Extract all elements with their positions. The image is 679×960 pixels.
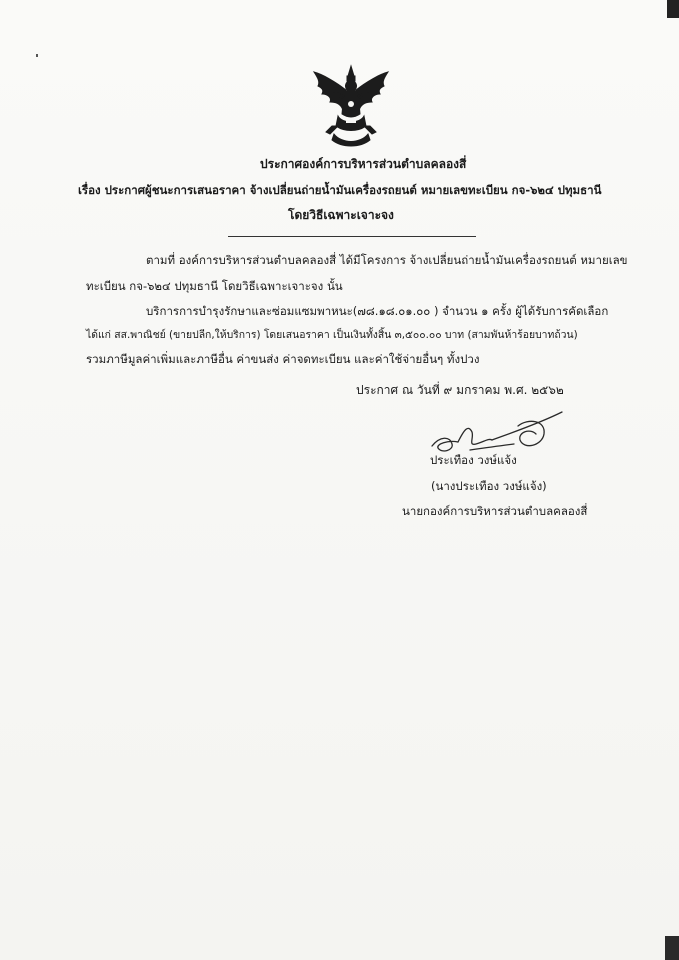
org-title: ประกาศองค์การบริหารส่วนตำบลคลองสี่ (260, 157, 467, 171)
signer-printed-name: (นางประเทือง วงษ์แจ้ง) (431, 479, 547, 493)
garuda-emblem-icon (308, 64, 394, 148)
paragraph-1-line-2: ทะเบียน กจ-๖๒๔ ปทุมธานี โดยวิธีเฉพาะเจาะจง นั้น (86, 279, 343, 293)
paragraph-1-line-1: ตามที่ องค์การบริหารส่วนตำบลคลองสี่ ได้มีโครงการ จ้างเปลี่ยนถ่ายน้ำมันเครื่องรถยนต์ หมายเลข (146, 253, 628, 267)
header-divider (228, 236, 476, 237)
announce-date: ประกาศ ณ วันที่ ๙ มกราคม พ.ศ. ๒๕๖๒ (356, 383, 564, 397)
method-line: โดยวิธีเฉพาะเจาะจง (288, 208, 394, 222)
signer-position: นายกองค์การบริหารส่วนตำบลคลองสี่ (402, 504, 588, 518)
scan-speck (36, 54, 38, 57)
signer-handwritten-name: ประเทือง วงษ์แจ้ง (430, 453, 517, 467)
scan-edge-bottom (665, 936, 679, 960)
paragraph-2-line-3: รวมภาษีมูลค่าเพิ่มและภาษีอื่น ค่าขนส่ง ค่าจดทะเบียน และค่าใช้จ่ายอื่นๆ ทั้งปวง (86, 352, 480, 366)
subject-line: เรื่อง ประกาศผู้ชนะการเสนอราคา จ้างเปลี่ยนถ่ายน้ำมันเครื่องรถยนต์ หมายเลขทะเบียน กจ-๖๒๔ ปทุมธานี (78, 183, 602, 197)
paragraph-2-line-1: บริการการบำรุงรักษาและซ่อมแซมพาหนะ(๗๘.๑๘.๐๑.๐๐ ) จำนวน ๑ ครั้ง ผู้ได้รับการคัดเลือก (146, 304, 609, 318)
scan-edge-top (667, 0, 679, 18)
paragraph-2-line-2: ได้แก่ สส.พาณิชย์ (ขายปลีก,ให้บริการ) โดยเสนอราคา เป็นเงินทั้งสิ้น ๓,๕๐๐.๐๐ บาท (สามพันห้าร้อยบาทถ้วน) (86, 329, 578, 341)
